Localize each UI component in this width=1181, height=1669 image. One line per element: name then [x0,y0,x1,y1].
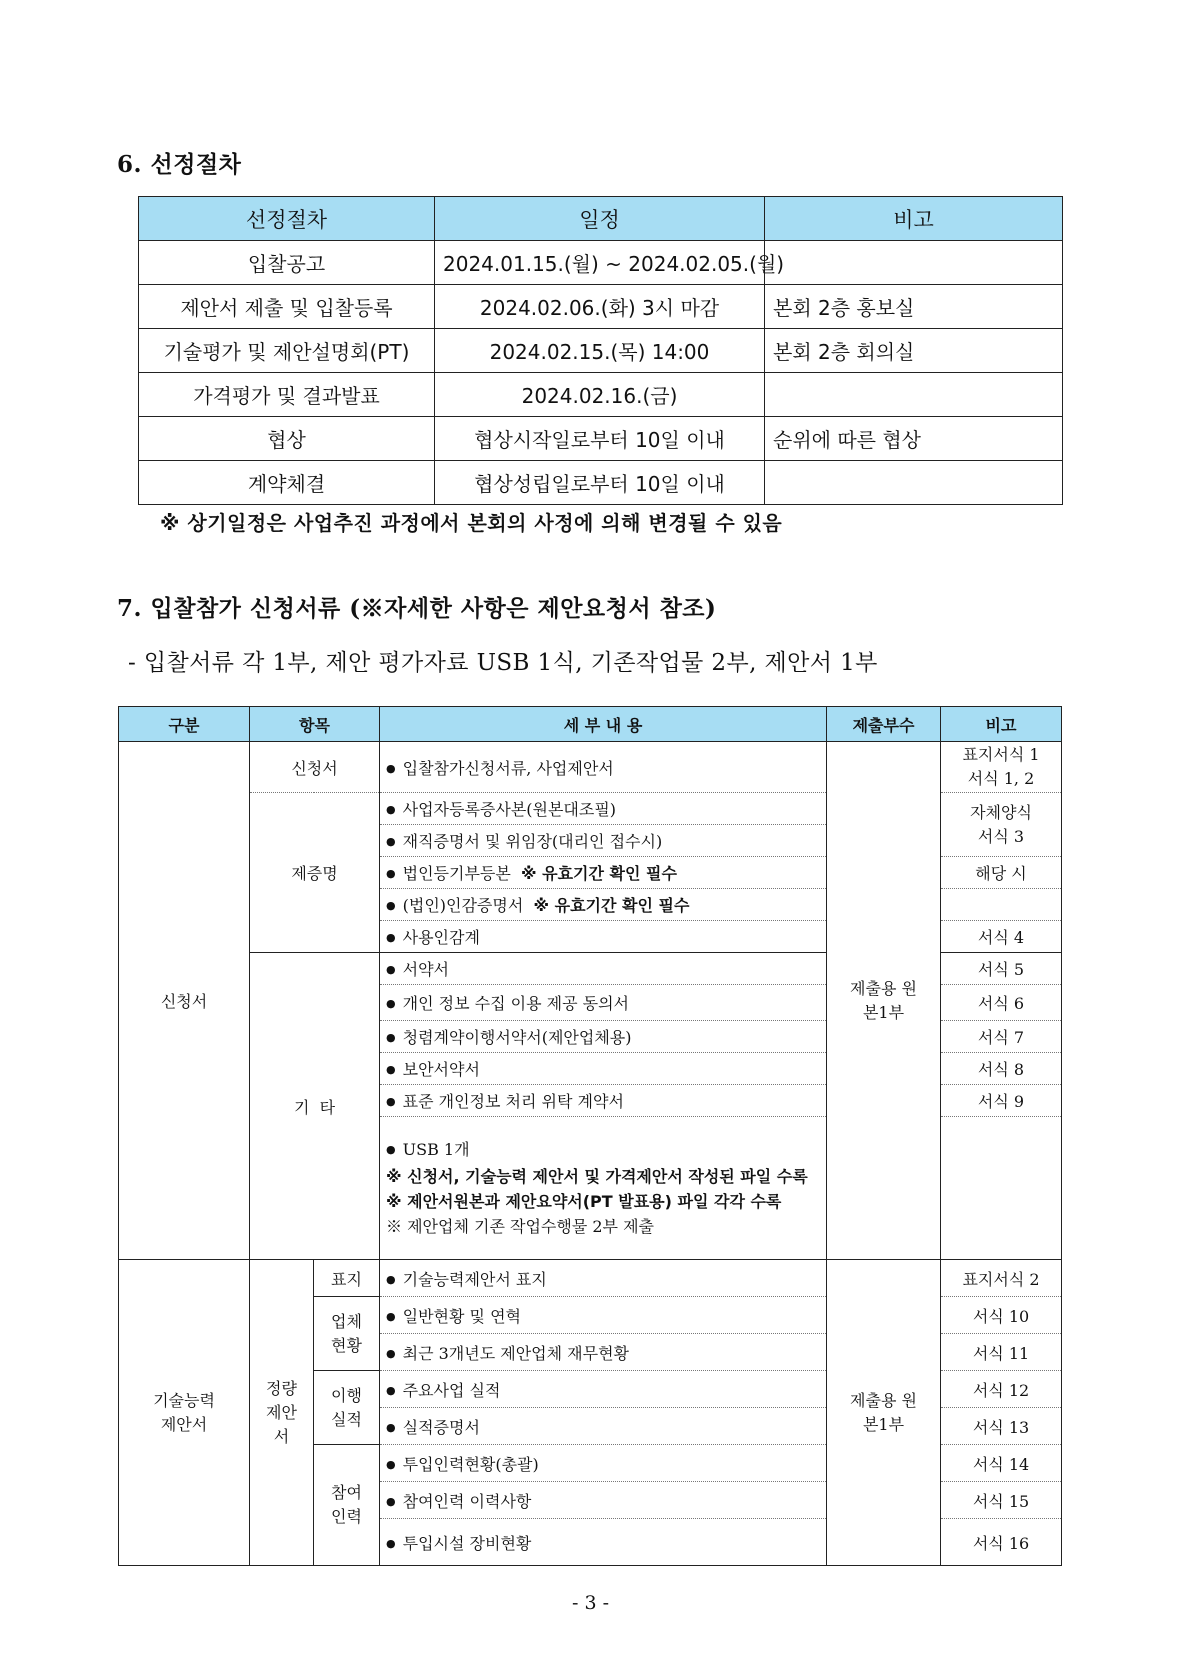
remark-text: 서식 1, 2 [967,769,1035,788]
remark-cell: 서식 12 [941,1371,1062,1408]
documents-table [118,706,1062,1566]
schedule-row [139,241,1063,285]
remark-cell: 서식 10 [941,1297,1062,1334]
item-etc: 기 타 [250,953,380,1260]
header-date: 일정 [435,197,765,241]
detail-row: ● 사용인감계 [380,921,827,953]
remark-cell: 서식 7 [941,1021,1062,1053]
detail-row: ● 실적증명서 [380,1408,827,1445]
copies-text: 제출용 원본1부 [850,1390,917,1434]
schedule-table [138,196,1063,505]
page-number: - 3 - [571,1592,609,1614]
remark-cell: 표지서식 2 [941,1260,1062,1297]
detail-row: ● 서약서 [380,953,827,985]
sub-cover: 표지 [314,1260,380,1297]
detail-row: ● 최근 3개년도 제안업체 재무현황 [380,1334,827,1371]
remark-cell: 해당 시 [941,857,1062,889]
copies-text: 제출용 원본1부 [850,978,917,1022]
schedule-row [139,417,1063,461]
detail-row: ● 청렴계약이행서약서(제안업체용) [380,1021,827,1053]
category-application: 신청서 [119,742,250,1260]
schedule-step: 기술평가 및 제안설명회(PT) [139,329,435,373]
schedule-note [765,461,1063,505]
header-note: 비고 [765,197,1063,241]
schedule-note: 본회 2층 홍보실 [765,285,1063,329]
detail-row: ● 기술능력제안서 표지 [380,1260,827,1297]
schedule-footnote: ※ 상기일정은 사업추진 과정에서 본회의 사정에 의해 변경될 수 있음 [160,511,783,535]
detail-row: ● 입찰참가신청서류, 사업제안서 [380,742,827,793]
item-text: 정량 제안 서 [266,1378,297,1446]
remark-text: 자체양식 [970,802,1032,822]
usb-text: USB 1개 [402,1140,470,1159]
validity-note: ※ 유효기간 확인 필수 [533,896,690,915]
usb-note: ※ 제안업체 기존 작업수행물 2부 제출 [386,1217,655,1236]
schedule-row [139,373,1063,417]
remark-cell: 서식 13 [941,1408,1062,1445]
remark-text: 서식 3 [977,826,1025,846]
section-7-subtitle: - 입찰서류 각 1부, 제안 평가자료 USB 1식, 기존작업물 2부, 제안서 1부 [128,650,878,676]
header-details: 세 부 내 용 [380,707,827,742]
sub-record [314,1371,380,1445]
schedule-step: 협상 [139,417,435,461]
schedule-note [765,373,1063,417]
remark-cell: 서식 8 [941,1053,1062,1085]
item-application: 신청서 [250,742,380,793]
copies-group-2 [827,1260,941,1566]
schedule-row [139,285,1063,329]
header-remark: 비고 [941,707,1062,742]
sub-text: 업체 현황 [331,1311,362,1355]
schedule-note: 본회 2층 회의실 [765,329,1063,373]
remark-cell: 서식 11 [941,1334,1062,1371]
header-item: 항목 [250,707,380,742]
remark-cell: 서식 15 [941,1482,1062,1519]
schedule-date: 협상시작일로부터 10일 이내 [435,417,765,461]
schedule-note: 순위에 따른 협상 [765,417,1063,461]
detail-text: (법인)인감증명서 [402,896,524,915]
sub-staff [314,1445,380,1566]
schedule-row [139,329,1063,373]
usb-note: ※ 제안서원본과 제안요약서(PT 발표용) 파일 각각 수록 [386,1192,782,1211]
section-6-title: 6. 선정절차 [117,151,242,178]
schedule-header-row [139,197,1063,241]
item-certificates: 제증명 [250,793,380,953]
schedule-step: 입찰공고 [139,241,435,285]
schedule-date: 2024.02.06.(화) 3시 마감 [435,285,765,329]
documents-header-row [119,707,1062,742]
schedule-date: 2024.02.15.(목) 14:00 [435,329,765,373]
detail-row: ● 보안서약서 [380,1053,827,1085]
category-tech-proposal [119,1260,250,1566]
section-7-title: 7. 입찰참가 신청서류 (※자세한 사항은 제안요청서 참조) [117,595,717,622]
item-quantitative [250,1260,314,1566]
detail-row: ● 개인 정보 수집 이용 제공 동의서 [380,985,827,1021]
usb-note: ※ 신청서, 기술능력 제안서 및 가격제안서 작성된 파일 수록 [386,1167,808,1186]
detail-row: ● 주요사업 실적 [380,1371,827,1408]
detail-row [380,889,827,921]
schedule-step: 계약체결 [139,461,435,505]
remark-cell [941,793,1062,857]
remark-cell: 서식 4 [941,921,1062,953]
schedule-date: 2024.02.16.(금) [435,373,765,417]
schedule-date: 협상성립일로부터 10일 이내 [435,461,765,505]
sub-company [314,1297,380,1371]
detail-row: ● 표준 개인정보 처리 위탁 계약서 [380,1085,827,1117]
sub-text: 이행 실적 [331,1385,362,1429]
remark-cell: 서식 9 [941,1085,1062,1117]
remark-cell [941,742,1062,793]
schedule-row [139,461,1063,505]
header-category: 구분 [119,707,250,742]
remark-cell: 서식 16 [941,1519,1062,1566]
schedule-step: 가격평가 및 결과발표 [139,373,435,417]
remark-cell: 서식 6 [941,985,1062,1021]
header-step: 선정절차 [139,197,435,241]
detail-row: ● 참여인력 이력사항 [380,1482,827,1519]
detail-text: 법인등기부등본 [402,864,511,883]
schedule-note [765,241,1063,285]
header-copies: 제출부수 [827,707,941,742]
sub-text: 참여 인력 [331,1483,362,1526]
schedule-step: 제안서 제출 및 입찰등록 [139,285,435,329]
category-text: 기술능력 제안서 [153,1390,215,1434]
detail-row: ● 투입인력현황(총괄) [380,1445,827,1482]
detail-row: ● 재직증명서 및 위임장(대리인 접수시) [380,825,827,857]
schedule-date: 2024.01.15.(월) ~ 2024.02.05.(월) [435,241,765,285]
detail-row: ● 사업자등록증사본(원본대조필) [380,793,827,825]
detail-row: ● 일반현황 및 연혁 [380,1297,827,1334]
detail-row [380,857,827,889]
detail-row: ● 투입시설 장비현황 [380,1519,827,1566]
usb-block [380,1117,827,1260]
remark-text: 표지서식 1 [962,745,1040,764]
copies-group-1 [827,742,941,1260]
remark-cell-empty [941,889,1062,921]
remark-cell: 서식 5 [941,953,1062,985]
remark-cell-empty [941,1117,1062,1260]
usb-line: ● USB 1개 [386,1140,470,1159]
remark-cell: 서식 14 [941,1445,1062,1482]
validity-note: ※ 유효기간 확인 필수 [521,864,677,883]
